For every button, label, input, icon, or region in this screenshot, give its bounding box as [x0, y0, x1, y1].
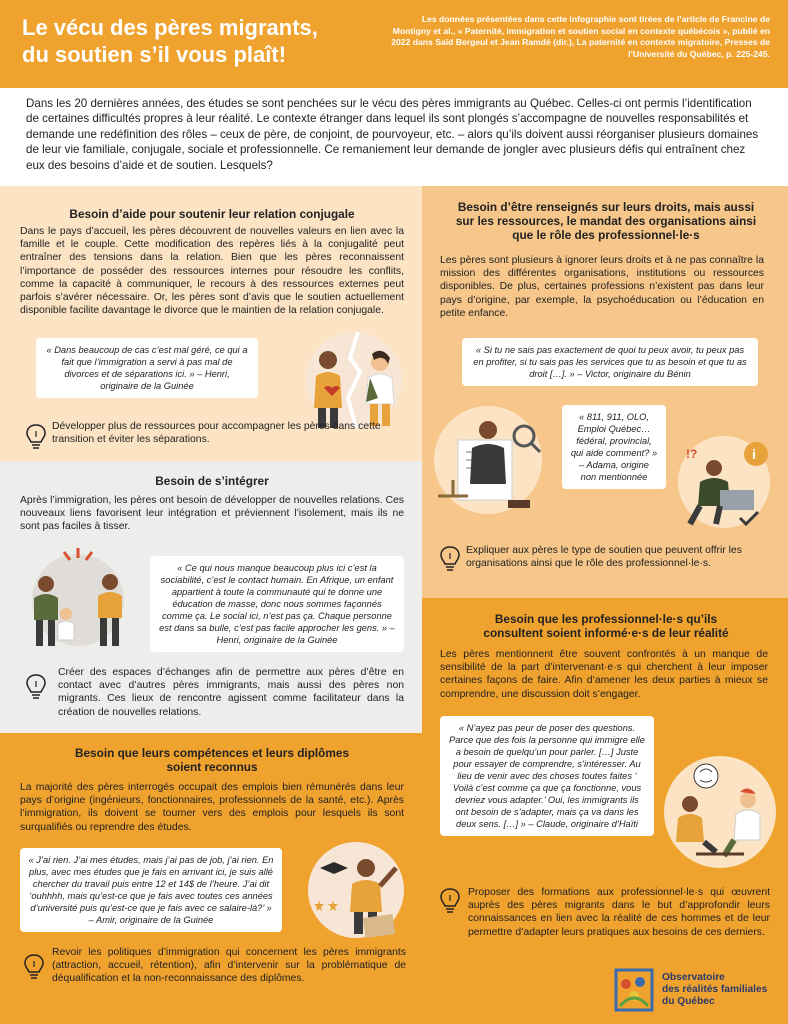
- observatoire-logo-icon: [612, 966, 656, 1014]
- professionals-recommendation: Proposer des formations aux professionnel·le·s qui œuvrent auprès des pères migrants dans le but d’approfondir leurs connaissances en lien avec la réalité de ces hommes et de leur permettre d’adapter leurs pratiques aux besoins de ces derniers.: [468, 887, 770, 938]
- source-citation: Les données présentées dans cette infographie sont tirées de l’article de Francine de Montigny et al., « Paternité, immigration et soutien social en contexte québécois », publié en 2022 dans Saïd Bergeul et Jean Ramdé (dir.), La paternité en contexte migratoire, Presses de l’Université du Québec, p. 225-245.: [391, 14, 770, 59]
- rights-title-line-1: Besoin d’être renseignés sur leurs droits, mais aussi: [457, 200, 755, 214]
- skills-title-line-1: Besoin que leurs compétences et leurs diplômes: [74, 746, 350, 760]
- integration-text: Après l’immigration, les pères ont besoin de développer de nouvelles relations. Ces nouveaux liens favorisent leur intégration et préviennent l’isolement, mais ils ne sont pas faciles à tisser.: [20, 495, 404, 533]
- frustrated-graduate-illustration: [300, 838, 412, 942]
- rights-panel: [422, 186, 788, 598]
- legal-documents-illustration: [428, 400, 546, 520]
- confused-man-laptop-illustration: [670, 432, 774, 532]
- observatoire-logo-text: [662, 972, 780, 1008]
- rights-quote-2: « 811, 911, OLO, Emploi Québec… fédéral, provincial, qui aide comment? » – Adama, origine non mentionnée: [562, 405, 666, 489]
- logo-line-3: du Québec: [662, 996, 715, 1007]
- integration-recommendation: Créer des espaces d’échanges afin de permettre aux pères d’être en contact avec d’autres pères immigrants, mais aussi des pères non migrants. Ces lieux de rencontre agissent comme facilitateur dans la création de nouvelles relations.: [58, 667, 404, 718]
- conjugal-recommendation: Développer plus de ressources pour accompagner les pères dans cette transition et éviter les séparations.: [52, 421, 381, 446]
- rights-recommendation: Expliquer aux pères le type de soutien que peuvent offrir les organisations ainsi que le rôle des professionnel·le·s.: [466, 545, 742, 570]
- skills-recommendation: Revoir les politiques d’immigration qui concernent les pères immigrants (attraction, accueil, rétention), afin d’intervenir sur la problématique de déqualification et la non-reconnaissance des diplômes.: [52, 947, 406, 985]
- conjugal-title: Besoin d’aide pour soutenir leur relation conjugale: [69, 207, 355, 221]
- svg-text:i: i: [752, 446, 756, 462]
- rights-title: [438, 200, 774, 242]
- skills-text: La majorité des pères interrogés occupait des emplois bien rémunérés dans leur pays d’origine (ingénieurs, fonctionnaires, professionnels de la santé, etc.). Après l’immigration, ils doivent se tourner vers des emplois pour lesquels ils sont surqualifiés ou reprendre des études.: [20, 782, 404, 833]
- conjugal-text: Dans le pays d’accueil, les pères découvrent de nouvelles valeurs en lien avec la famille et le couple. Cette modification des repères liés à la conjugalité peut entraîner des tensions dans la relation. Bien que les pères reconnaissent l’importance de posséder des ressources internes pour résoudre les conflits, comme la capacité à communiquer, le recours à des ressources externes peut parfois s’avérer nécessaire. Or, les pères sont d’avis que le soutien actuellement disponible facilite davantage le divorce que le maintien de la relation conjugale.: [20, 226, 404, 317]
- rights-title-line-3: que le rôle des professionnel·le·s: [512, 228, 700, 242]
- rights-text: Les pères sont plusieurs à ignorer leurs droits et à ne pas connaître la mission des différentes organisations, institutions ou ressources disponibles. De plus, certaines professions n’existent pas dans leur pays d’origine, par exemple, la psychoéducation ou l’éducation en petite enfance.: [440, 255, 764, 319]
- skills-title-line-2: soient reconnus: [166, 760, 258, 774]
- conjugal-quote: « Dans beaucoup de cas c’est mal géré, ce qui a fait que l’immigration a servi à pas mal de divorces et de séparations ici. » – Henri, originaire de la Guinée: [36, 338, 258, 398]
- lightbulb-icon: [24, 672, 48, 702]
- page-title: [22, 14, 362, 68]
- professionals-title: [438, 612, 774, 640]
- lightbulb-icon: [438, 544, 462, 574]
- logo-line-2: des réalités familiales: [662, 984, 768, 995]
- skills-title: [20, 746, 404, 774]
- lightbulb-icon: [438, 886, 462, 916]
- rights-title-line-2: sur les ressources, le mandat des organisations ainsi: [455, 214, 757, 228]
- couple-arguing-illustration: [298, 328, 410, 432]
- integration-quote: « Ce qui nous manque beaucoup plus ici c’est la sociabilité, c’est le contact humain. En Afrique, un enfant appartient à toute la communauté qui te donne une éducation de masse, donc nous sommes façonnés comme ça. Le social ici, n’est pas ça. Chaque personne est dans sa bulle, c’est pas facile approcher les gens. » – Henri, originaire de la Guinée: [150, 556, 404, 652]
- social-isolation-illustration: [18, 544, 136, 654]
- title-line-2: du soutien s’il vous plaît!: [22, 42, 287, 67]
- professionals-title-line-2: consultent soient informé·e·s de leur réalité: [483, 626, 729, 640]
- header-banner: [0, 0, 788, 88]
- professionals-title-line-1: Besoin que les professionnel·le·s qu’ils: [494, 612, 718, 626]
- logo-line-1: Observatoire: [662, 972, 725, 983]
- title-line-1: Le vécu des pères migrants,: [22, 15, 318, 40]
- counseling-conversation-illustration: [660, 752, 778, 870]
- lightbulb-icon: [24, 422, 48, 452]
- skills-quote: « J’ai rien. J’ai mes études, mais j’ai pas de job, j’ai rien. En plus, avec mes études que je fais en arrivant ici, je suis allé chercher du travail puis entre 12 et 14$ de l’heure. J’ai dit ‘ouhhhh, mais qu’est-ce que je fais avec toutes ces années d’université puis qu’est-ce que je fais avec ce salaire-là?’ » – Amir, originaire de la Guinée: [20, 848, 282, 932]
- svg-text:!?: !?: [686, 447, 698, 461]
- intro-paragraph: Dans les 20 dernières années, des études se sont penchées sur le vécu des pères immigrants au Québec. Celles-ci ont permis l’identification de certaines difficultés propres à leur réalité. Le contexte étranger dans lequel ils sont plongés s’accompagne de nouvelles responsabilités et demande une redéfinition des rôles – ceux de père, de conjoint, de pourvoyeur, etc. – alors qu’ils doivent aussi réorganiser plusieurs domaines de leur vie familiale, conjugale, sociale et professionnelle. Ce remaniement leur demande de jongler avec plusieurs défis qui entraînent chez eux des besoins d’aide et de soutien. Lesquels?: [26, 97, 759, 172]
- professionals-quote: « N’ayez pas peur de poser des questions. Parce que des fois la personne qui immigre elle a besoin de quelqu’un pour parler. […] Juste pour essayer de comprendre, s’intéresser. Au lieu de venir avec des choses toutes faites ‘ Voilà c’est comme ça que ça fonctionne, vous devriez vous adapter.’ Oui, les immigrants ils ont besoin de s’adapter, mais ça va dans les deux sens. […] » – Claude, originaire d’Haïti: [440, 716, 654, 836]
- lightbulb-icon: [22, 952, 46, 982]
- integration-title: Besoin de s’intégrer: [155, 474, 269, 488]
- rights-quote-1: « Si tu ne sais pas exactement de quoi tu peux avoir, tu peux pas en profiter, si tu sais pas les services que tu as besoin et que tu as droit […]. » – Victor, originaire du Bénin: [462, 338, 758, 386]
- professionals-text: Les pères mentionnent être souvent confrontés à un manque de sensibilité de la part d’intervenant·e·s qui cherchent à leur imposer certaines façons de faire. Afin d’amener les deux parties à mieux se comprendre, une discussion doit s’engager.: [440, 649, 768, 700]
